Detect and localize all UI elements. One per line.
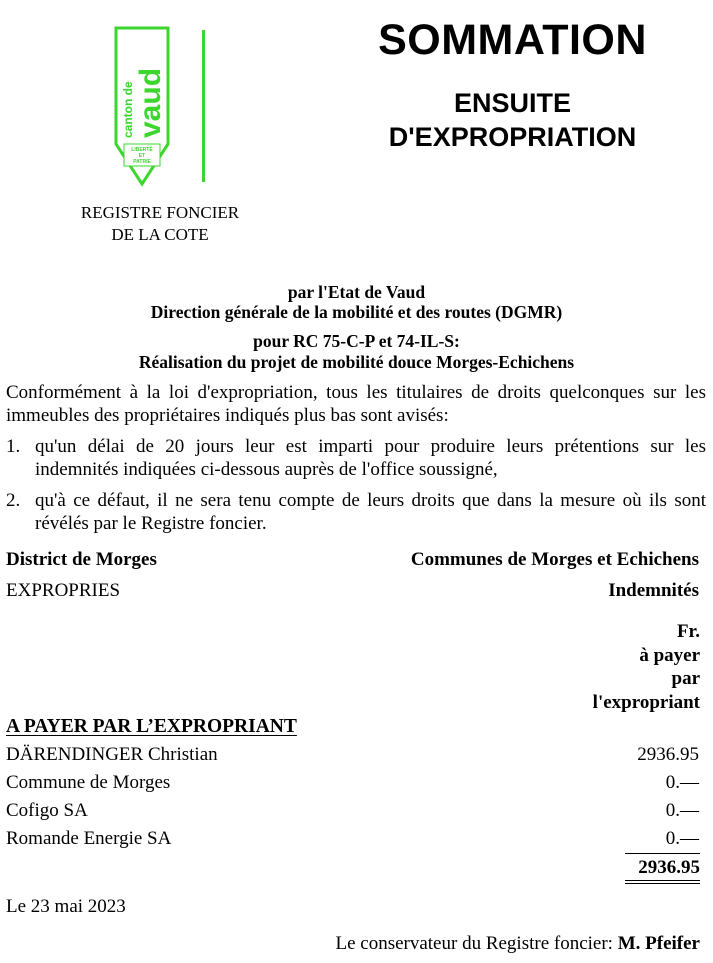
total-amount: 2936.95: [638, 857, 700, 878]
district-row: [6, 549, 699, 571]
district-name: District de Morges: [6, 549, 157, 570]
owner-name: Romande Energie SA: [6, 828, 172, 849]
amount-column-header: [520, 620, 700, 714]
logo-motto1: LIBERTÉ: [131, 147, 153, 153]
notice-item: [6, 489, 706, 535]
column-header-line: à payer: [639, 644, 700, 666]
table-row: [6, 744, 699, 766]
expropriated-header: EXPROPRIES: [6, 580, 121, 601]
notice-item: [6, 435, 706, 481]
indemnity-amount: 2936.95: [637, 744, 699, 765]
project-name: Réalisation du projet de mobilité douce Morges-Echichens: [138, 352, 575, 372]
signature-line: [0, 933, 700, 955]
logo-divider: [202, 30, 205, 182]
total-top-rule: [625, 853, 700, 854]
notice-item-number: 2.: [6, 490, 21, 511]
owner-name: Commune de Morges: [6, 772, 171, 793]
page-title: SOMMATION: [378, 16, 647, 64]
logo-line2: vaud: [134, 67, 167, 138]
indemnity-amount: 0.—: [665, 800, 699, 821]
canton-de-vaud-logo: [112, 26, 172, 191]
section-title: A PAYER PAR L’EXPROPRIANT: [6, 716, 297, 737]
signature-name: M. Pfeifer: [617, 933, 700, 954]
total-underline: [625, 883, 700, 884]
column-header-line: Fr.: [676, 621, 700, 642]
notice-item-text: qu'à ce défaut, il ne sera tenu compte de leurs droits que dans la mesure où ils sont révélés par le Registre foncier.: [35, 490, 706, 534]
project-reference: pour RC 75-C-P et 74-IL-S:: [253, 331, 460, 351]
column-header-line: l'expropriant: [592, 691, 700, 713]
indemnity-amount: 0.—: [665, 772, 699, 793]
notice-item-text: qu'un délai de 20 jours leur est imparti pour produire leurs prétentions sur les indemnités indiquées ci-dessous auprès de l'office soussigné,: [35, 436, 706, 480]
indemnities-header: Indemnités: [608, 580, 699, 601]
signature-prefix: Le conservateur du Registre foncier:: [335, 933, 618, 954]
total-underline: [625, 880, 700, 881]
registry-name-line1: REGISTRE FONCIER: [80, 203, 240, 222]
authority-directorate: Direction générale de la mobilité et des routes (DGMR): [150, 302, 563, 322]
notice-item-number: 1.: [6, 436, 21, 457]
logo-motto3: PATRIE: [133, 159, 151, 165]
owner-name: DÄRENDINGER Christian: [6, 744, 218, 765]
column-header-line: par: [671, 668, 700, 689]
notice-intro: Conformément à la loi d'expropriation, tous les titulaires de droits quelconques sur les immeubles des propriétaires indiqués plus bas sont avisés:: [6, 382, 706, 426]
authority-by: par l'Etat de Vaud: [287, 282, 426, 302]
registry-name-line2: DE LA COTE: [111, 225, 209, 244]
table-row: [6, 828, 699, 850]
page-subtitle-line2: D'EXPROPRIATION: [388, 122, 637, 152]
page-subtitle-line1: ENSUITE: [453, 88, 572, 118]
table-row: [6, 772, 699, 794]
communes-name: Communes de Morges et Echichens: [410, 549, 699, 570]
owner-name: Cofigo SA: [6, 800, 88, 821]
table-row: [6, 800, 699, 822]
document-date: Le 23 mai 2023: [6, 896, 126, 917]
table-header-row: [6, 580, 699, 602]
indemnity-amount: 0.—: [665, 828, 699, 849]
logo-motto2: ET: [138, 153, 146, 159]
logo-line1: canton de: [121, 81, 135, 138]
